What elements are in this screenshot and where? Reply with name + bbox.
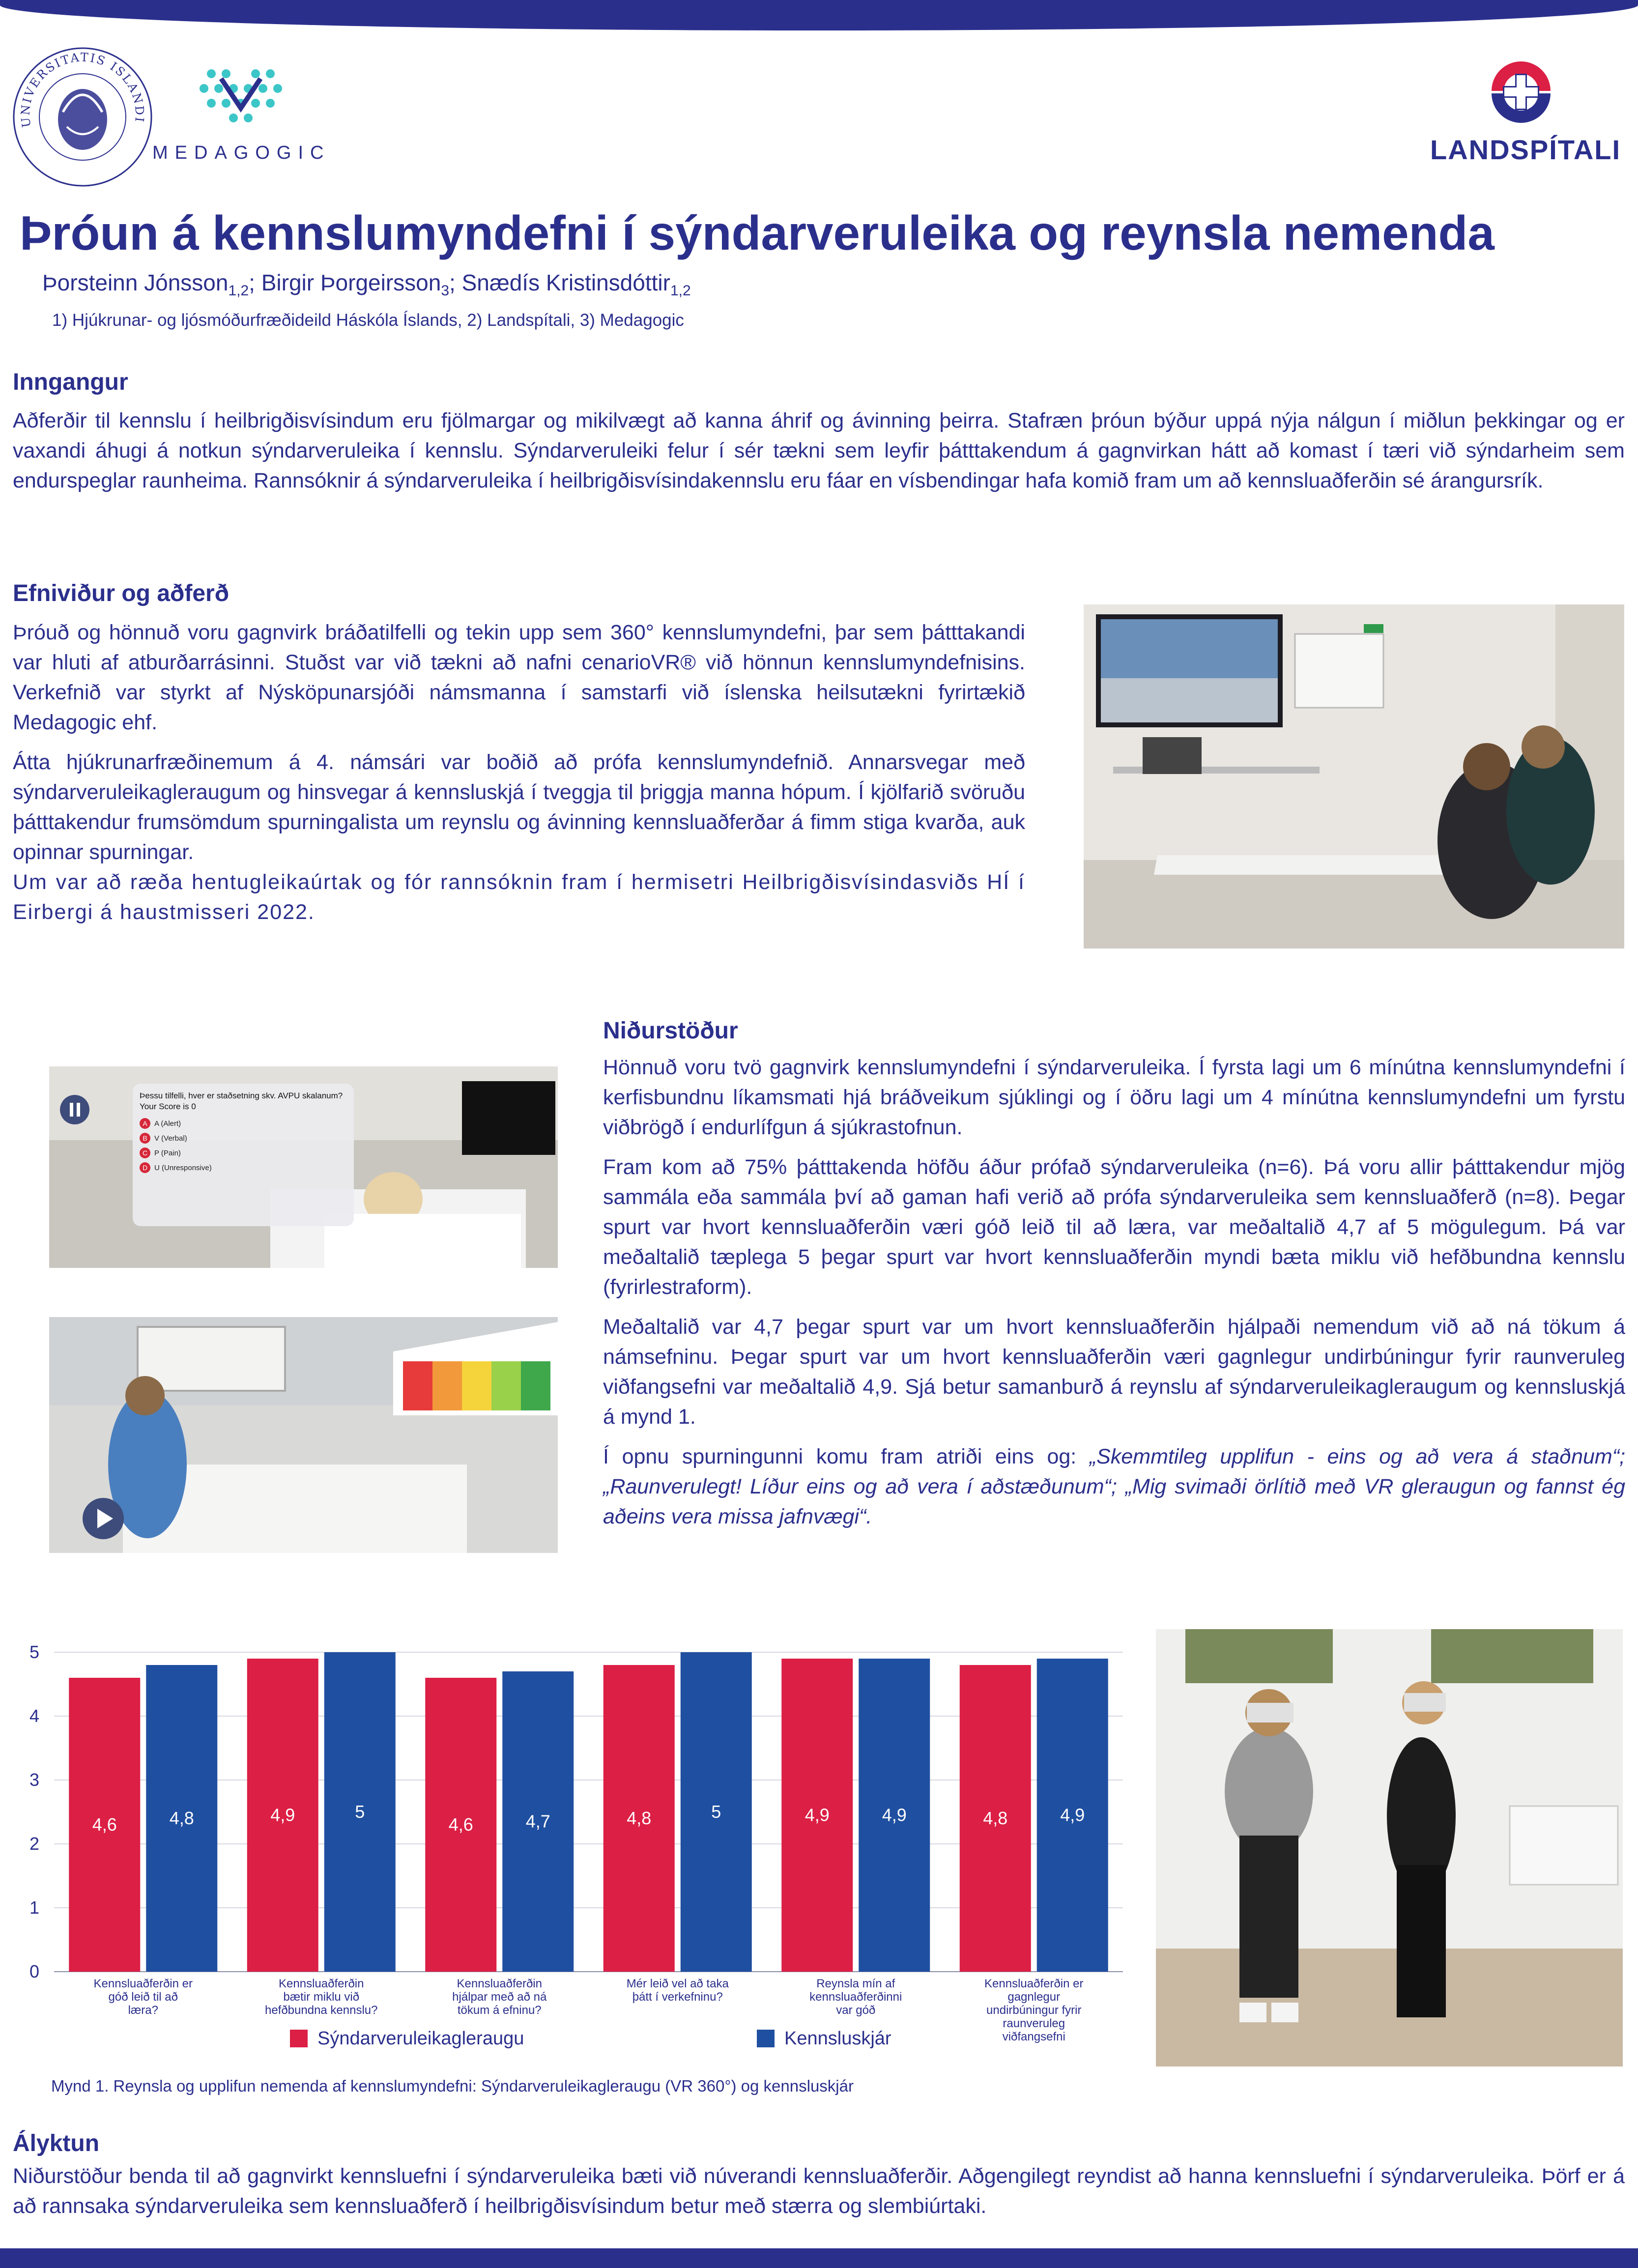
author-list: Þorsteinn Jónsson$_{1,2}$; Birgir Þorgeirsson$_3$; Snædís Kristinsdóttir$_{1,2}$ [42,270,691,299]
author-2-affiliation: 3 [441,283,449,299]
chart-svg [0,1636,1130,2069]
bar-data-label: 4,9 [1060,1805,1085,1825]
affiliations: 1) Hjúkrunar- og ljósmóðurfræðideild Háskóla Íslands, 2) Landspítali, 3) Medagogic [52,311,684,330]
vr-option-b[interactable]: B V (Verbal) [140,1133,347,1144]
results-paragraph-1: Hönnuð voru tvö gagnvirk kennslumyndefni í sýndarveruleika. Í fyrsta lagi um 6 mínútna kennslumyndefni í kerfisbundnu líkamsmati hjá bráðveikum sjúklingi og í öðru lagi um 4 mínútna kennslumyndefni um fyrstu viðbrögð í endurlífgun á sjúkrastofnun. [603,1056,1625,1139]
classroom-photo [1084,604,1624,948]
figure-caption: Mynd 1. Reynsla og upplifun nemenda af kennslumyndefni: Sýndarveruleikagleraugu (VR 360°) og kennsluskjár [51,2077,854,2095]
vr-question: Þessu tilfelli, hver er staðsetning skv. AVPU skalanum? Your Score is 0 [140,1091,343,1111]
bar-data-label: 4,8 [627,1808,652,1828]
vr-users-photo [1156,1629,1623,2067]
vr-question-panel [133,1084,354,1226]
author-1: Þorsteinn Jónsson [42,270,229,295]
bar-data-label: 4,9 [270,1805,295,1825]
author-3-affiliation: 1,2 [670,283,691,299]
y-tick-label: 5 [29,1642,39,1662]
bar-data-label: 5 [711,1802,721,1822]
landspitali-wordmark: LANDSPÍTALI [1430,134,1621,165]
poster-title: Þróun á kennslumyndefni í sýndarveruleika og reynsla nemenda [20,206,1494,260]
y-tick-label: 3 [29,1770,39,1790]
y-tick-label: 0 [29,1961,39,1981]
methods-paragraph-3: Um var að ræða hentugleikaúrtak og fór rannsóknin fram í hermisetri Heilbrigðisvísindasviðs HÍ í Eirbergi á haustmisseri 2022. [13,870,1025,924]
legend-swatch [290,2030,308,2047]
medagogic-wordmark: MEDAGOGIC [152,143,331,163]
bar-data-label: 4,6 [448,1814,473,1835]
results-paragraph-2: Fram kom að 75% þátttakenda höfðu áður prófað sýndarveruleika (n=6). Þá voru allir þátttakendur mjög sammála eða sammála því að gaman hafi verið að prófa sýndarveruleika sem kennsluaðferð (n=8). Þegar spurt var hvort kennsluaðferðin væri góð leið til að læra, var meðaltalið 4,7 af 5 mögulegum. Þá var meðaltalið tæplega 5 þegar spurt var hvort kennsluaðferðin myndi bæta miklu við hefðbundna kennslu (fyrirlestraform). [603,1155,1625,1299]
x-category-label: Kennsluaðferðin er góð leið til að læra? [93,1977,193,2017]
results-heading: Niðurstöður [603,1018,738,1044]
seal-text: UNIVERSITATIS ISLANDI [18,50,147,128]
open-question-quotes: „Skemmtileg upplifun - eins og að vera á staðnum“; „Raunverulegt! Líður eins og að vera í aðstæðunum“; „Mig svimaði örlítið með VR gleraugun og fannst ég aðeins vera missa jafnvægi“. [603,1445,1625,1528]
conclusion-heading: Ályktun [13,2130,100,2156]
intro-heading: Inngangur [13,369,128,395]
vr-option-a[interactable]: A A (Alert) [140,1118,347,1129]
legend-label: Sýndarveruleikagleraugu [317,2028,524,2049]
bar-data-label: 4,7 [525,1811,550,1832]
conclusion-text: Niðurstöður benda til að gagnvirkt kennsluefni í sýndarveruleika bæti við núverandi kennsluaðferðir. Aðgengilegt reyndist að hanna kennsluefni í sýndarveruleika. Þörf er á að rannsaka sýndarveruleika sem kennsluaðferð í heilbrigðisvísindum betur með stærra og slembiúrtaki. [13,2164,1625,2218]
bar-data-label: 4,9 [882,1805,907,1825]
author-3: Snædís Kristinsdóttir [461,270,670,295]
results-bar-chart [0,1636,1130,2069]
bar-data-label: 4,8 [983,1808,1008,1828]
bar-data-label: 5 [355,1802,365,1822]
methods-text [13,618,1025,937]
results-paragraph-3: Meðaltalið var 4,7 þegar spurt var um hvort kennsluaðferðin hjálpaði nemendum við að ná tökum á námsefninu. Þegar spurt var um hvort kennsluaðferðin væri gagnlegur undirbúningur fyrir raunveruleg viðfangsefni var meðaltalið 4,9. Sjá betur samanburð á reynslu af sýndarveruleikagleraugum og kennsluskjá á mynd 1. [603,1315,1625,1429]
x-category-label: Kennsluaðferðin hjálpar með að ná tökum á efninu? [452,1977,547,2017]
landspitali-logo [1415,54,1622,177]
university-seal-logo [9,43,156,191]
bottom-band [0,2248,1638,2268]
methods-heading: Efniviður og aðferð [13,580,230,606]
y-tick-label: 1 [29,1897,39,1918]
x-category-label: Kennsluaðferðin bætir miklu við hefðbundna kennslu? [264,1977,378,2017]
intro-text: Aðferðir til kennslu í heilbrigðisvísindum eru fjölmargar og mikilvægt að kanna áhrif og ávinning þeirra. Stafræn þróun býður uppá nýja nálgun í miðlun þekkingar og er vaxandi áhugi á notkun sýndarveruleika í kennslu. Sýndarveruleiki felur í sér tækni sem leyfir þátttakendum á gagnvirkan hátt að komast í tæri við sýndarheim sem endurspeglar raunheima. Rannsóknir á sýndarveruleika í heilbrigðisvísindakennslu eru fáar en vísbendingar hafa komið fram um að kennsluaðferðin sé árangursrík. [13,409,1625,492]
legend-swatch [757,2030,775,2047]
bar-data-label: 4,9 [805,1805,830,1825]
medagogic-logo [147,59,354,172]
bar-data-label: 4,8 [169,1808,194,1828]
results-paragraph-4: Í opnu spurningunni komu fram atriði eins og: „Skemmtileg upplifun - eins og að vera á staðnum“; „Raunverulegt! Líður eins og að vera í aðstæðunum“; „Mig svimaði örlítið með VR gleraugun og fannst ég aðeins vera missa jafnvægi“. [603,1445,1625,1528]
author-2: Birgir Þorgeirsson [261,270,441,295]
y-tick-label: 2 [29,1834,39,1854]
legend-label: Kennsluskjár [784,2028,891,2049]
x-category-label: Kennsluaðferðin er gagnlegur undirbúningur fyrir raunveruleg viðfangsefni [984,1977,1084,2043]
vr-scene-screenshot-1 [49,1066,558,1268]
methods-paragraph-2: Átta hjúkrunarfræðinemum á 4. námsári var boðið að prófa kennslumyndefnið. Annarsvegar með sýndarveruleikagleraugum og hinsvegar á kennsluskjá í tveggja til þriggja manna hópum. Í kjölfarið svöruðu þátttakendur frumsömdum spurningalista um reynslu og ávinning kennsluaðferðar á fimm stiga kvarða, auk opinnar spurningar. [13,750,1025,864]
bar-data-label: 4,6 [92,1814,117,1835]
author-1-affiliation: 1,2 [228,283,249,299]
top-band [0,0,1638,30]
vr-scene-screenshot-2 [49,1317,558,1553]
x-category-label: Mér leið vel að taka þátt í verkefninu? [626,1977,729,2004]
vr-option-c[interactable]: C P (Pain) [140,1148,347,1158]
y-tick-label: 4 [29,1706,39,1726]
methods-paragraph-1: Þróuð og hönnuð voru gagnvirk bráðatilfelli og tekin upp sem 360° kennslumyndefni, þar sem þátttakandi var hluti af atburðarrásinni. Stuðst var við tækni að nafni cenarioVR® við hönnun kennslumyndefnisins. Verkefnið var styrkt af Nýsköpunarsjóði námsmanna í samstarfi við íslenska heilsutækni fyrirtækið Medagogic ehf. [13,621,1025,734]
x-category-label: Reynsla mín af kennsluaðferðinni var góð [809,1977,902,2017]
results-text [603,1053,1625,1542]
vr-option-d[interactable]: D U (Unresponsive) [140,1162,347,1173]
